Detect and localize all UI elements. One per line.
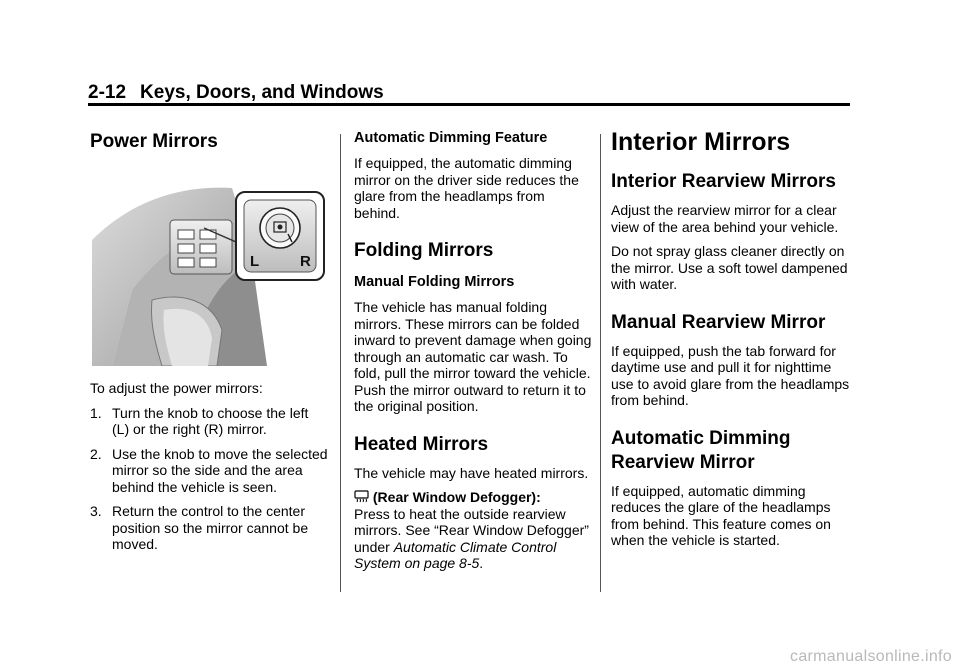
watermark: carmanualsonline.info <box>790 648 952 665</box>
defogger-label: (Rear Window Defogger): <box>372 489 541 505</box>
interior-mirrors-heading: Interior Mirrors <box>611 128 791 156</box>
defogger-paragraph: (Rear Window Defogger): Press to heat the outside rearview mirrors. See “Rear Window Defogger” under Automatic Climate Control System on page 8-5. <box>354 489 589 571</box>
page-number: 2-12 <box>88 82 127 103</box>
manual-folding-heading: Manual Folding Mirrors <box>354 274 515 290</box>
chapter-title: Keys, Doors, and Windows <box>140 82 384 103</box>
heated-mirrors-heading: Heated Mirrors <box>354 433 489 455</box>
column-divider-2 <box>600 134 601 592</box>
column-2 <box>354 124 592 572</box>
climate-control-reference: Automatic Climate Control System on page 8-5 <box>354 538 557 571</box>
column-divider-1 <box>340 134 341 592</box>
rear-defogger-icon <box>354 490 369 504</box>
interior-rearview-heading: Interior Rearview Mirrors <box>611 171 836 192</box>
interior-rearview-text-1: Adjust the rearview mirror for a clear view of the area behind your vehicle. <box>611 202 839 235</box>
door-panel-illustration <box>92 180 326 366</box>
header-rule <box>88 103 850 106</box>
manual-rearview-heading: Manual Rearview Mirror <box>611 311 826 333</box>
defogger-text: Press to heat the outside rearview mirrors. See “Rear Window Defogger” under <box>354 505 589 555</box>
interior-rearview-text-2: Do not spray glass cleaner directly on the mirror. Use a soft towel dampened with water. <box>611 243 848 292</box>
auto-dimming-feature-heading: Automatic Dimming Feature <box>354 130 548 146</box>
page-header <box>88 82 384 104</box>
auto-dimming-rearview-heading: Automatic Dimming Rearview Mirror <box>611 427 791 473</box>
power-mirrors-steps <box>90 405 328 553</box>
list-item: 1. Turn the knob to choose the left (L) or the right (R) mirror. <box>90 404 309 437</box>
column-3 <box>611 124 855 549</box>
heated-mirrors-text: The vehicle may have heated mirrors. <box>354 464 589 481</box>
left-mirror-label: L <box>250 253 260 270</box>
power-mirror-illustration <box>92 180 326 366</box>
power-mirrors-intro: To adjust the power mirrors: <box>90 380 263 396</box>
auto-dimming-feature-text: If equipped, the automatic dimming mirror on the driver side reduces the glare from the headlamps from behind. <box>354 155 579 221</box>
column-1 <box>90 124 328 553</box>
folding-mirrors-heading: Folding Mirrors <box>354 240 494 261</box>
list-item: 3. Return the control to the center position so the mirror cannot be moved. <box>90 503 309 552</box>
manual-rearview-text: If equipped, push the tab forward for daytime use and pull it for nighttime use to avoid glare from the headlamps from behind. <box>611 342 850 408</box>
right-mirror-label: R <box>300 253 311 270</box>
list-item: 2. Use the knob to move the selected mirror so the side and the area behind the vehicle is seen. <box>90 445 328 495</box>
power-mirrors-heading: Power Mirrors <box>90 131 218 152</box>
manual-folding-text: The vehicle has manual folding mirrors. These mirrors can be folded inward to prevent damage when going through an automatic car wash. To fold, pull the mirror toward the vehicle. Push the mirror outward to return it to the original position. <box>354 299 592 414</box>
auto-dimming-rearview-text: If equipped, automatic dimming reduces the glare of the headlamps from behind. This feature comes on when the vehicle is started. <box>611 482 831 548</box>
